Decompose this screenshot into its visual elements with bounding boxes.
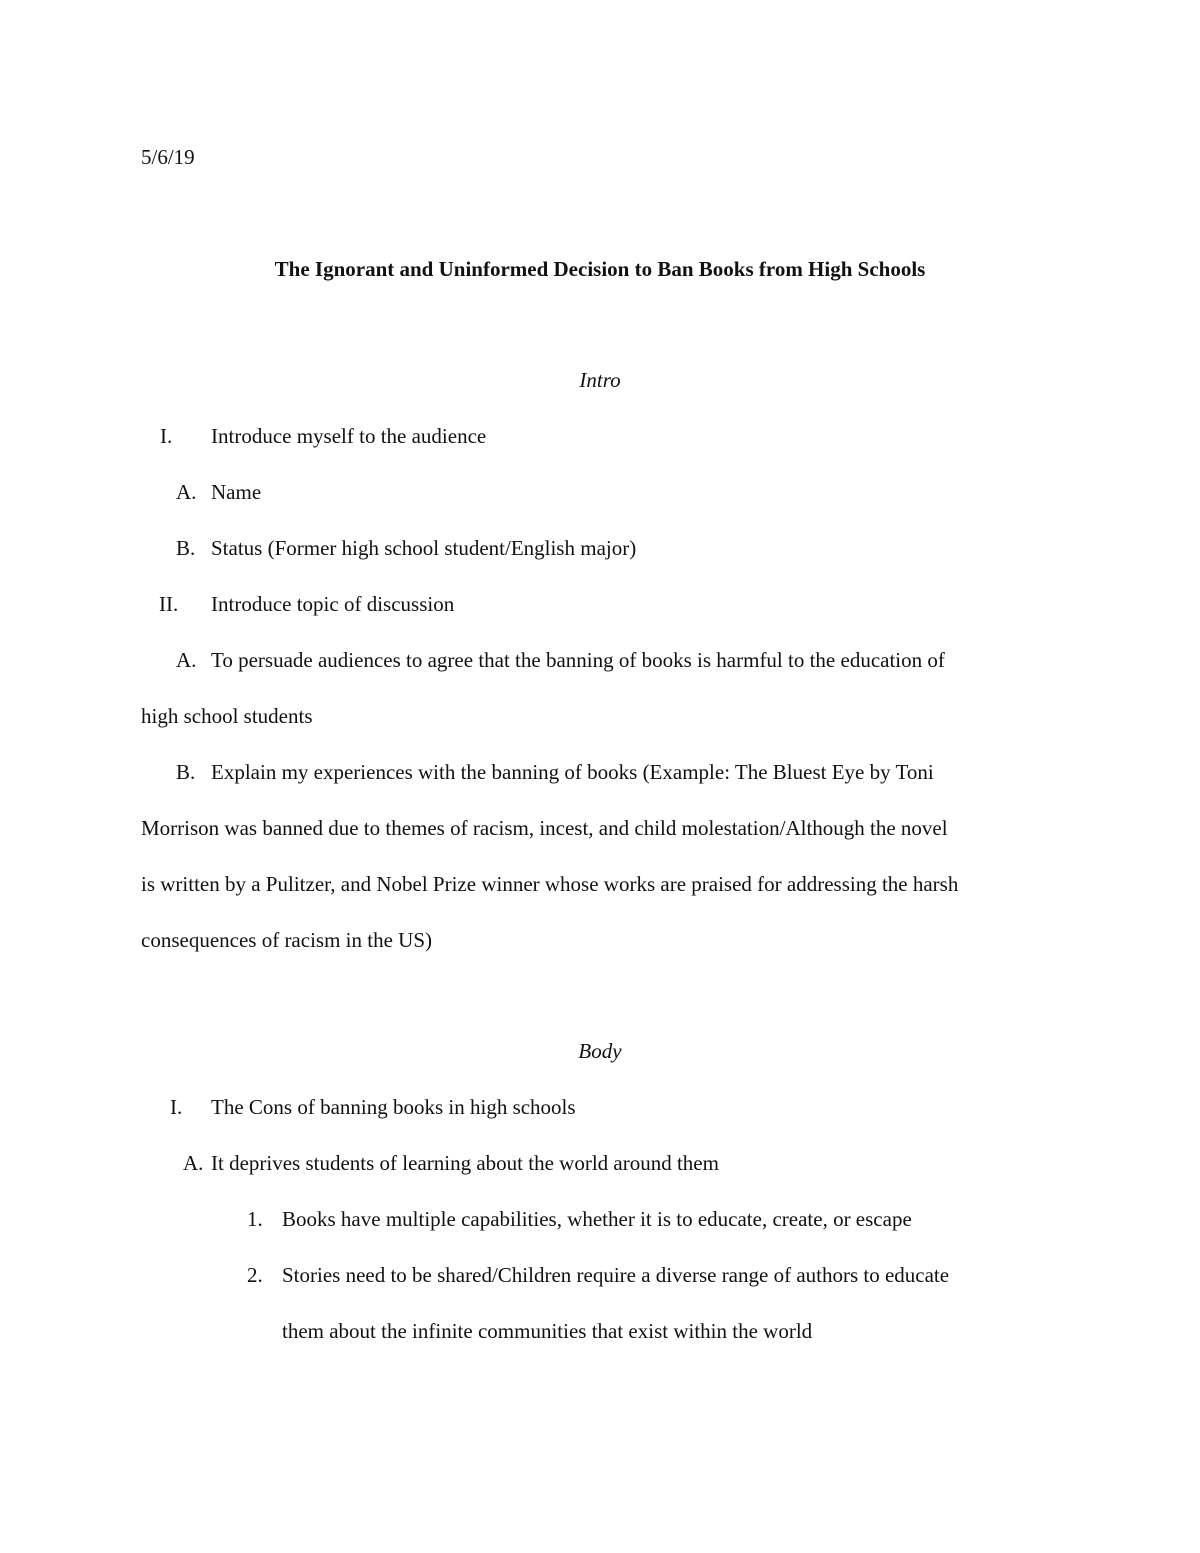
outline-item-continuation: Morrison was banned due to themes of racism, incest, and child molestation/Although the novel [141,816,948,840]
outline-item: To persuade audiences to agree that the banning of books is harmful to the education of [211,648,945,672]
body-heading: Body [578,1039,622,1063]
outline-item: Introduce myself to the audience [211,424,487,448]
outline-marker: A. [176,648,197,672]
outline-marker: II. [159,592,179,616]
outline-marker: 2. [247,1263,263,1287]
outline-item: Stories need to be shared/Children require a diverse range of authors to educate [282,1263,950,1287]
outline-marker: 1. [247,1207,263,1231]
outline-item-continuation: consequences of racism in the US) [141,928,432,952]
outline-item: Books have multiple capabilities, whether it is to educate, create, or escape [282,1207,912,1231]
outline-marker: A. [183,1151,204,1175]
outline-item: Explain my experiences with the banning of books (Example: The Bluest Eye by Toni [211,760,934,784]
outline-item: The Cons of banning books in high schools [211,1095,576,1119]
document-title: The Ignorant and Uninformed Decision to Ban Books from High Schools [274,257,926,281]
intro-heading: Intro [579,368,621,392]
outline-marker: B. [176,760,196,784]
document-date: 5/6/19 [141,145,195,169]
outline-marker: B. [176,536,196,560]
outline-item-continuation: is written by a Pulitzer, and Nobel Prize winner whose works are praised for addressing the harsh [141,872,959,896]
outline-item: Introduce topic of discussion [211,592,455,616]
outline-item: It deprives students of learning about the world around them [211,1151,719,1175]
outline-item-continuation: them about the infinite communities that exist within the world [282,1319,813,1343]
outline-item: Name [211,480,262,504]
outline-marker: I. [170,1095,183,1119]
outline-item: Status (Former high school student/English major) [211,536,637,560]
outline-marker: A. [176,480,197,504]
outline-item-continuation: high school students [141,704,313,728]
outline-marker: I. [160,424,173,448]
